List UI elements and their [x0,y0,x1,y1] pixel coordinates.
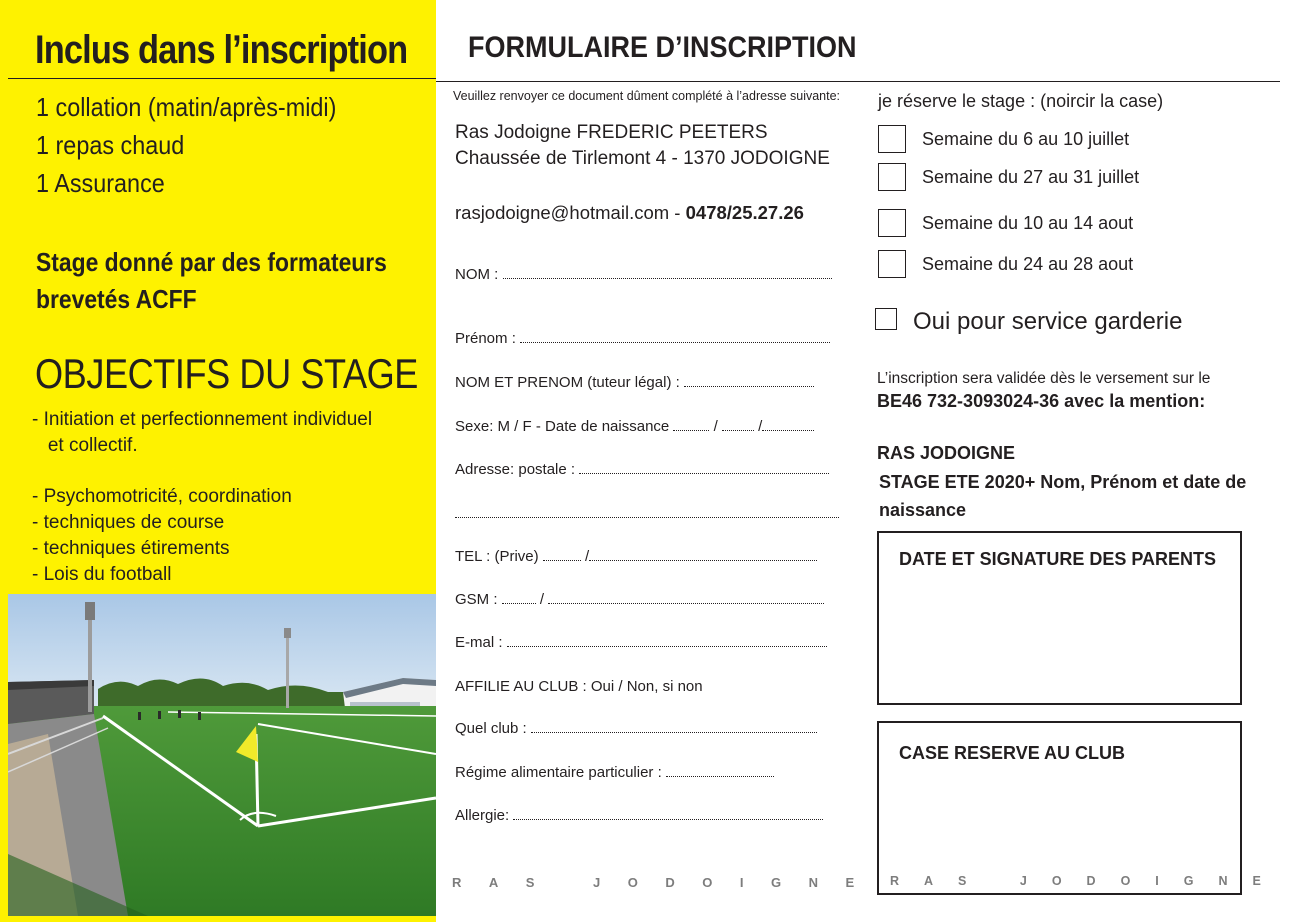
garderie-checkbox[interactable] [875,308,897,330]
fill-line[interactable] [589,548,817,561]
field-tel[interactable] [455,548,817,565]
included-title: Inclus dans l’inscription [35,28,408,72]
club-footer: RAS JODOIGNE [890,874,1286,888]
field-tuteur[interactable] [455,374,814,391]
club-footer: RAS JODOIGNE [452,875,882,890]
objective-item: - techniques de course [32,512,225,533]
week-label: Semaine du 24 au 28 aout [922,254,1134,274]
signature-title: DATE ET SIGNATURE DES PARENTS [899,549,1217,569]
field-allergie[interactable] [455,807,823,824]
week-label: Semaine du 27 au 31 juillet [922,167,1140,187]
instruction-text: Veuillez renvoyer ce document dûment complété à l’adresse suivante: [453,89,841,103]
fill-line[interactable] [520,330,830,343]
fill-line[interactable] [507,634,827,647]
field-label: AFFILIE AU CLUB : Oui / Non, si non [455,678,703,695]
field-label: Allergie: [455,807,510,824]
field-label: Sexe: M / F - Date de naissance [455,418,670,435]
separator: - [669,202,686,223]
objective-item: - Psychomotricité, coordination [32,486,292,507]
date-separator: / [713,418,718,435]
field-label: E-mal : [455,634,503,651]
info-panel [0,0,436,922]
field-adresse-2[interactable] [455,505,839,522]
contact-line [455,202,804,224]
fill-line[interactable] [684,374,814,387]
included-item: 1 repas chaud [36,130,185,160]
field-label: TEL : (Prive) [455,548,539,565]
field-label: Prénom : [455,330,516,347]
reservation-intro: je réserve le stage : (noircir la case) [878,91,1164,111]
address-line: Chaussée de Tirlemont 4 - 1370 JODOIGNE [455,148,830,169]
fill-line[interactable] [455,505,839,518]
objective-item: - Initiation et perfectionnement individuel [32,409,373,430]
fill-line[interactable] [666,764,774,777]
trainers-note [36,244,387,318]
fill-line[interactable] [503,266,832,279]
phone-separator: / [584,548,590,565]
included-item: 1 collation (matin/après-midi) [36,92,337,122]
mention-club: RAS JODOIGNE [877,443,1016,463]
address-line: Ras Jodoigne FREDERIC PEETERS [455,122,768,143]
fill-line[interactable] [673,418,709,431]
date-separator: / [758,418,763,435]
field-adresse[interactable] [455,461,829,478]
trainers-line: Stage donné par des formateurs [36,247,387,277]
field-gsm[interactable] [455,591,824,608]
week-checkbox[interactable] [878,125,906,153]
validation-text: L’inscription sera validée dès le versement sur le [877,370,1211,387]
field-email[interactable] [455,634,827,651]
objective-item: - Lois du football [32,564,172,585]
field-club[interactable] [455,720,817,737]
fill-line[interactable] [531,720,817,733]
included-item: 1 Assurance [36,168,165,198]
week-label: Semaine du 6 au 10 juillet [922,129,1130,149]
signature-box[interactable] [877,531,1242,705]
field-label: NOM ET PRENOM (tuteur légal) : [455,374,680,391]
fill-line[interactable] [722,418,754,431]
email-address: rasjodoigne@hotmail.com [455,202,670,223]
form-title: FORMULAIRE D’INSCRIPTION [468,31,857,64]
mention-text: STAGE ETE 2020+ Nom, Prénom et date de naissance [879,472,1247,520]
divider [8,78,436,79]
club-box-title: CASE RESERVE AU CLUB [899,743,1126,763]
fill-line[interactable] [762,418,814,431]
garderie-label: Oui pour service garderie [913,308,1183,335]
club-reserved-box [877,721,1286,895]
trainers-line: brevetés ACFF [36,284,197,314]
field-label: Régime alimentaire particulier : [455,764,662,781]
football-field-photo [8,594,436,916]
fill-line[interactable] [502,591,536,604]
fill-line[interactable] [513,807,823,820]
bank-account: BE46 732-3093024-36 avec la mention: [877,391,1206,411]
field-regime[interactable] [455,764,774,781]
field-label: Adresse: postale : [455,461,576,478]
objective-item: et collectif. [32,435,138,456]
week-label: Semaine du 10 au 14 aout [922,213,1134,233]
field-label: GSM : [455,591,498,608]
week-checkbox[interactable] [878,209,906,237]
field-sexe-naissance[interactable] [455,418,814,435]
title-divider [436,81,1280,82]
fill-line[interactable] [579,461,829,474]
field-nom[interactable] [455,266,832,283]
objective-item: - techniques étirements [32,538,230,559]
field-affilie [455,678,703,695]
field-label: NOM : [455,266,499,283]
week-checkbox[interactable] [878,163,906,191]
field-label: Quel club : [455,720,527,737]
field-prenom[interactable] [455,330,830,347]
fill-line[interactable] [543,548,581,561]
objectives-title: OBJECTIFS DU STAGE [35,350,418,397]
phone-separator: / [539,591,545,608]
week-checkbox[interactable] [878,250,906,278]
phone-number: 0478/25.27.26 [685,202,804,223]
fill-line[interactable] [548,591,824,604]
